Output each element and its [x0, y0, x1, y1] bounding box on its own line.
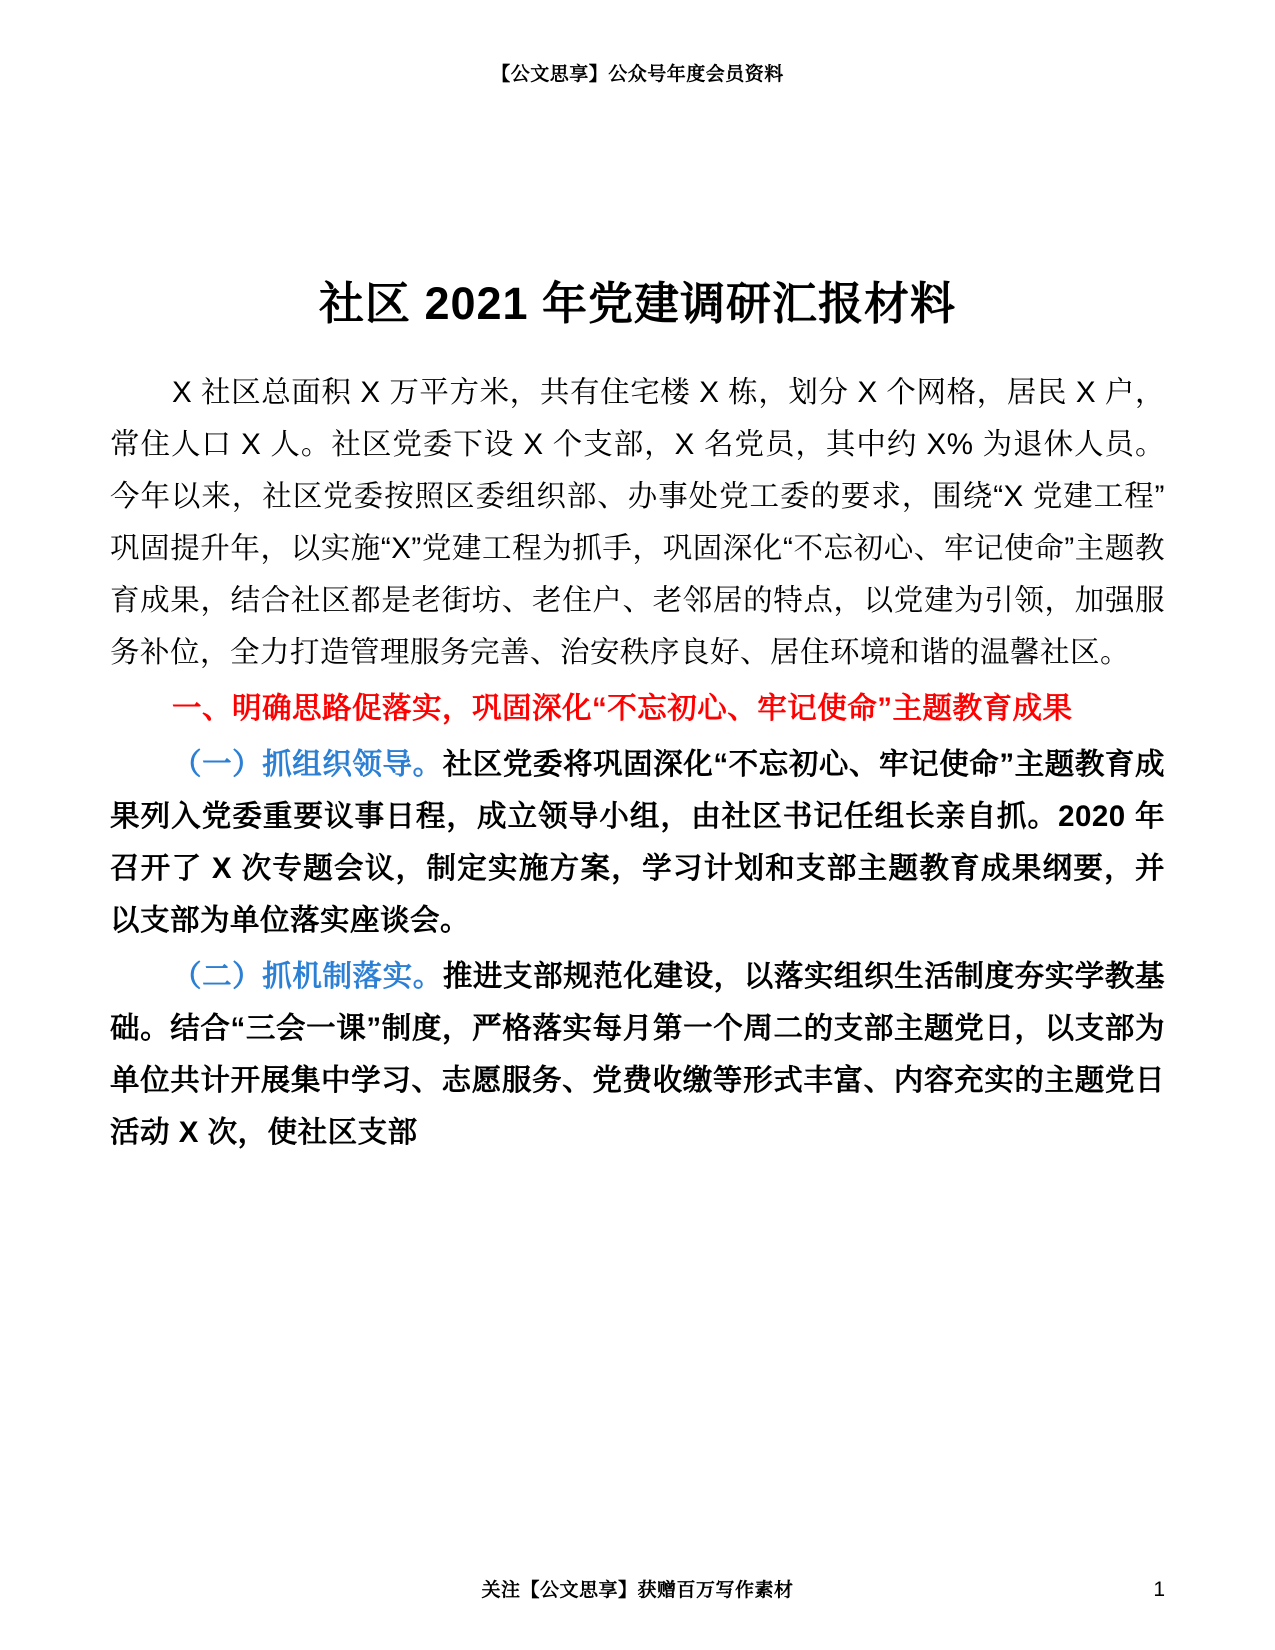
subsection-1-2-label: （二）抓机制落实。 — [172, 960, 443, 994]
paragraph-intro: X 社区总面积 X 万平方米，共有住宅楼 X 栋，划分 X 个网格，居民 X 户，常住人口 X 人。社区党委下设 X 个支部，X 名党员，其中约 X% 为退休人员。今年以来，社区党委按照区委组织部、办事处党工委的要求，围绕“X 党建工程”巩固提升年，以实施“X”党建工程为抓手，巩固深化“不忘初心、牢记使命”主题教育成果，结合社区都是老街坊、老住户、老邻居的特点，以党建为引领，加强服务补位，全力打造管理服务完善、治安秩序良好、居住环境和谐的温馨社区。 — [110, 376, 1165, 670]
subsection-1-1-label: （一）抓组织领导。 — [172, 748, 443, 782]
subsection-1-1-text: 社区党委将巩固深化“不忘初心、牢记使命”主题教育成果列入党委重要议事日程，成立领导小组，由社区书记任组长亲自抓。2020 年召开了 X 次专题会议，制定实施方案，学习计划和支部主题教育成果纲要，并以支部为单位落实座谈会。 — [110, 748, 1165, 938]
footer-note: 关注【公文思享】获赠百万写作素材 — [481, 1580, 794, 1601]
page-number: 1 — [1153, 1578, 1165, 1601]
page-footer — [110, 1575, 1165, 1602]
header-watermark-note: 【公文思享】公众号年度会员资料 — [491, 64, 784, 85]
subsection-1-1 — [110, 739, 1165, 947]
section-heading-1: 一、明确思路促落实，巩固深化“不忘初心、牢记使命”主题教育成果 — [172, 692, 1073, 726]
subsection-1-2-text: 推进支部规范化建设，以落实组织生活制度夯实学教基础。结合“三会一课”制度，严格落实每月第一个周二的支部主题党日，以支部为单位共计开展集中学习、志愿服务、党费收缴等形式丰富、内容充实的主题党日活动 X 次，使社区支部 — [110, 960, 1165, 1150]
page-title: 社区 2021 年党建调研汇报材料 — [318, 277, 957, 329]
subsection-1-2 — [110, 951, 1165, 1159]
